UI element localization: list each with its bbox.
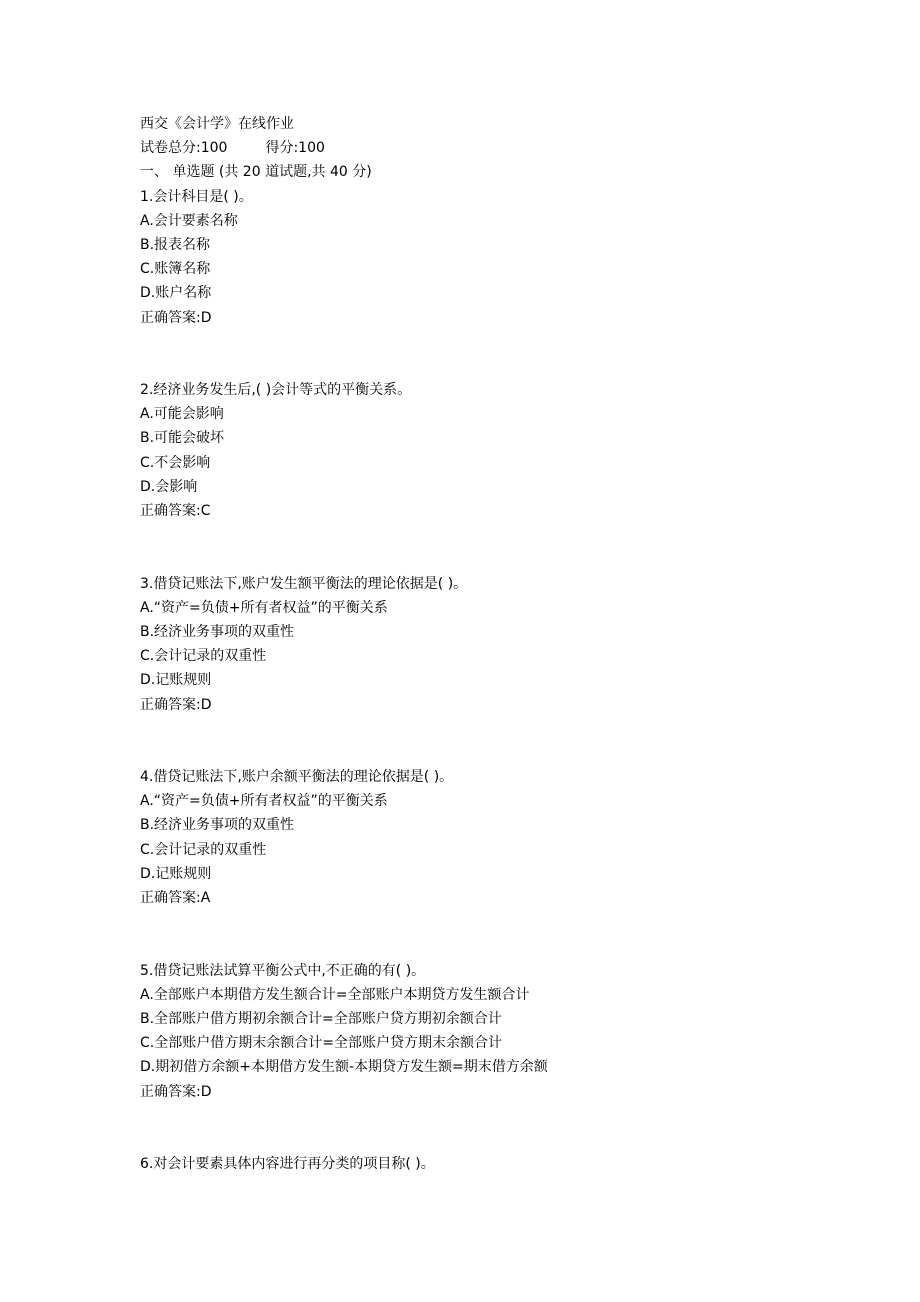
option-b: B.全部账户借方期初余额合计=全部账户贷方期初余额合计 [140,1011,502,1027]
question-2 [140,378,840,523]
option-a: A.“资产=负债+所有者权益”的平衡关系 [140,599,388,616]
option-c: C.会计记录的双重性 [140,841,267,858]
correct-answer: 正确答案:C [140,503,211,520]
correct-answer: 正确答案:D [140,1083,212,1100]
score-row [140,136,840,160]
question-1 [140,185,840,330]
option-c: C.账簿名称 [140,261,211,278]
question-4 [140,765,840,910]
correct-answer: 正确答案:D [140,696,212,713]
option-d: D.记账规则 [140,672,212,689]
option-a: A.全部账户本期借方发生额合计=全部账户本期贷方发生额合计 [140,986,530,1003]
option-c: C.会计记录的双重性 [140,648,267,665]
correct-answer: 正确答案:A [140,890,211,907]
option-b: B.经济业务事项的双重性 [140,623,295,640]
document-page [140,112,840,1176]
question-3 [140,572,840,717]
correct-answer: 正确答案:D [140,309,212,326]
question-stem: 2.经济业务发生后,( )会计等式的平衡关系。 [140,382,412,399]
option-d: D.期初借方余额+本期借方发生额-本期贷方发生额=期末借方余额 [140,1059,548,1076]
question-stem: 1.会计科目是( )。 [140,188,253,205]
option-d: D.账户名称 [140,285,212,302]
question-6 [140,1152,840,1176]
option-b: B.可能会破坏 [140,430,225,447]
option-a: A.“资产=负债+所有者权益”的平衡关系 [140,793,388,810]
document-title: 西交《会计学》在线作业 [140,116,294,132]
option-c: C.不会影响 [140,454,211,471]
option-a: A.可能会影响 [140,406,224,423]
question-5 [140,959,840,1104]
option-d: D.记账规则 [140,865,212,882]
option-b: B.经济业务事项的双重性 [140,817,295,834]
question-stem: 5.借贷记账法试算平衡公式中,不正确的有( )。 [140,962,426,979]
question-stem: 3.借贷记账法下,账户发生额平衡法的理论依据是( )。 [140,575,468,592]
section-heading: 一、 单选题 (共 20 道试题,共 40 分) [140,164,372,181]
question-stem: 6.对会计要素具体内容进行再分类的项目称( )。 [140,1156,435,1173]
option-c: C.全部账户借方期末余额合计=全部账户贷方期末余额合计 [140,1035,502,1052]
total-score: 试卷总分:100 [140,140,228,157]
question-stem: 4.借贷记账法下,账户余额平衡法的理论依据是( )。 [140,769,454,786]
option-d: D.会影响 [140,478,198,495]
option-a: A.会计要素名称 [140,212,238,229]
obtained-score: 得分:100 [265,140,325,157]
option-b: B.报表名称 [140,236,211,253]
